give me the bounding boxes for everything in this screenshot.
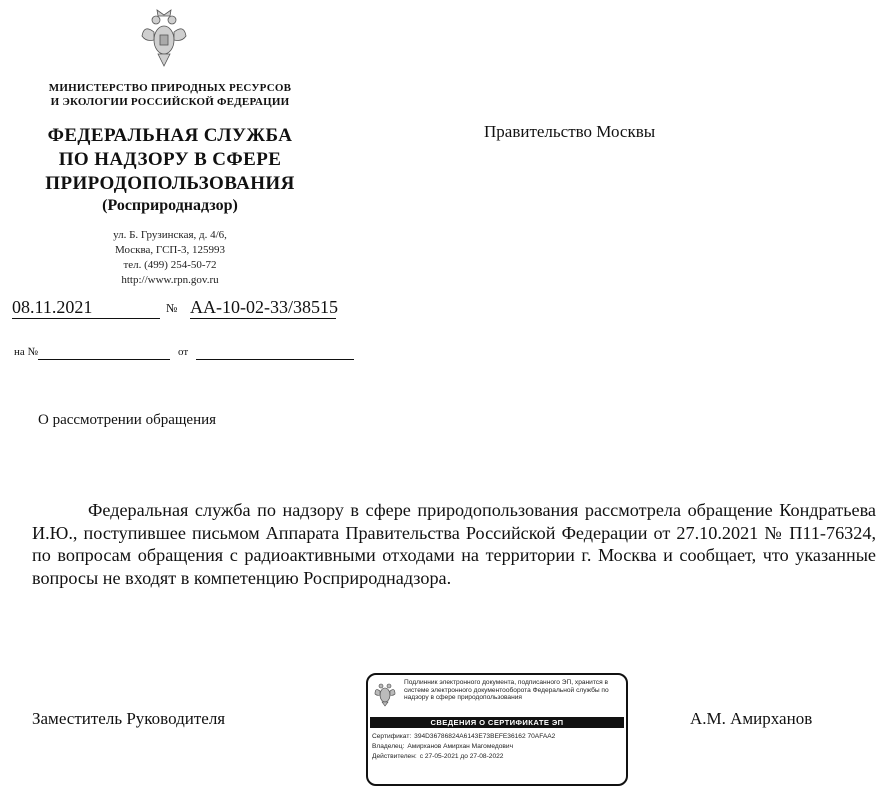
- stamp-owner-label: Владелец:: [372, 743, 405, 750]
- number-sign: №: [166, 301, 178, 315]
- reply-to-blank: [38, 359, 170, 360]
- from-blank: [196, 359, 354, 360]
- stamp-validity-label: Действителен:: [372, 753, 417, 760]
- phone: тел. (499) 254-50-72: [123, 259, 217, 271]
- subject-line: О рассмотрении обращения: [38, 412, 217, 428]
- stamp-band: СВЕДЕНИЯ О СЕРТИФИКАТЕ ЭП: [370, 717, 624, 728]
- signer-title: Заместитель Руководителя: [32, 709, 226, 728]
- eagle-emblem-icon: [140, 6, 188, 70]
- stamp-emblem-icon: [374, 681, 396, 707]
- ministry-name-line2: И ЭКОЛОГИИ РОССИЙСКОЙ ФЕДЕРАЦИИ: [50, 96, 290, 108]
- ministry-name-line1: МИНИСТЕРСТВО ПРИРОДНЫХ РЕСУРСОВ: [48, 82, 292, 94]
- stamp-validity-value: с 27-05-2021 до 27-08-2022: [419, 753, 504, 760]
- stamp-owner-value: Амирханов Амирхан Магомедович: [407, 743, 514, 750]
- electronic-signature-stamp: [366, 673, 628, 786]
- stamp-certificate-row: [372, 733, 624, 740]
- date-underline: [12, 318, 160, 319]
- service-name-line2: ПО НАДЗОРУ В СФЕРЕ: [58, 149, 282, 170]
- recipient: Правительство Москвы: [484, 122, 656, 141]
- letter-date: 08.11.2021: [12, 297, 93, 317]
- signer-name: А.М. Амирханов: [690, 709, 813, 728]
- letter-body: Федеральная служба по надзору в сфере природопользования рассмотрела обращение Кондратьева И.Ю., поступившее письмом Аппарата Правительства Российской Федерации от 27.10.2021 № П11-76324, по вопросам обращения с радиоактивными отходами на территории г. Москва и сообщает, что указанные вопросы не входят в компетенцию Росприроднадзора.: [32, 500, 876, 588]
- service-abbreviation: (Росприроднадзор): [102, 197, 238, 214]
- number-underline: [190, 318, 336, 319]
- stamp-certificate-label: Сертификат:: [372, 733, 412, 740]
- stamp-certificate-value: 394D36786824A6143E73BEFE36162 70AFAA2: [414, 733, 556, 740]
- website-link[interactable]: http://www.rpn.gov.ru: [121, 274, 219, 286]
- letter-number: АА-10-02-33/38515: [190, 297, 338, 317]
- service-name-line3: ПРИРОДОПОЛЬЗОВАНИЯ: [45, 173, 295, 194]
- stamp-owner-row: [372, 743, 624, 750]
- service-name-line1: ФЕДЕРАЛЬНАЯ СЛУЖБА: [47, 125, 293, 146]
- from-label: от: [178, 346, 189, 358]
- stamp-validity-row: [372, 753, 624, 760]
- address-line1: ул. Б. Грузинская, д. 4/6,: [113, 229, 227, 241]
- stamp-note: Подлинник электронного документа, подписанного ЭП, хранится в системе электронного документооборота Федеральной службы по надзору в сфере природопользования: [404, 679, 609, 702]
- reply-to-label: на №: [14, 346, 39, 358]
- address-line2: Москва, ГСП-3, 125993: [114, 244, 226, 256]
